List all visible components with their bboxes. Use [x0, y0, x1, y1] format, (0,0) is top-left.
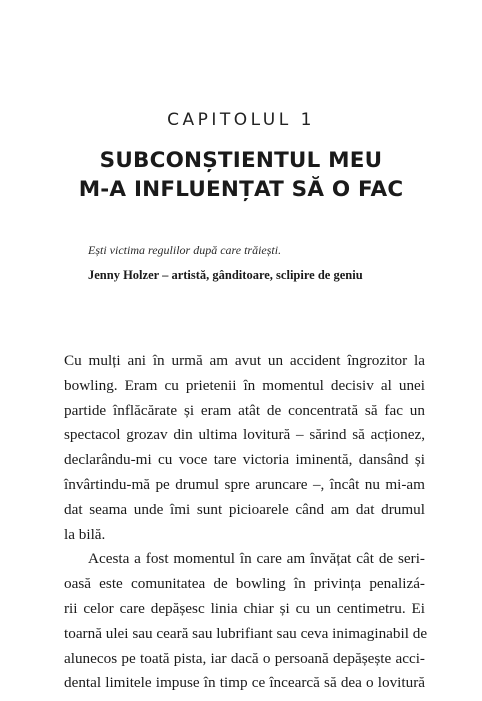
body-line: învârtindu-mă pe drumul spre aruncare –, încât nu mi-am: [64, 475, 425, 493]
body-line: la bilă.: [64, 525, 106, 543]
body-line: Cu mulți ani în urmă am avut un accident îngrozitor la: [64, 352, 425, 369]
paragraph-1: [64, 349, 425, 547]
body-line: toarnă ulei sau ceară sau lubrifiant sau ceva inimaginabil de: [64, 624, 428, 642]
body-line: spectacol grozav din ultima lovitură – sărind să acționez,: [64, 426, 425, 444]
body-line: declarându-mi cu voce tare victoria iminentă, dansând și: [64, 451, 425, 469]
body-line: oasă este comunitatea de bowling în privința penalizá-: [64, 575, 425, 593]
chapter-title-line-2: M-A INFLUENȚAT SĂ O FAC: [78, 177, 404, 202]
body-line: dental limitele impuse în timp ce încearcă să dea o lovitură: [64, 674, 425, 692]
body-line: Acesta a fost momentul în care am învățat cât de seri-: [88, 550, 425, 568]
body-line: dat seama unde îmi sunt picioarele când am dat drumul: [64, 500, 425, 518]
body-line: bowling. Eram cu prietenii în momentul decisiv al unei: [64, 376, 425, 394]
paragraph-2: [64, 547, 428, 696]
epigraph-quote: Ești victima regulilor după care trăiești.: [88, 243, 282, 257]
body-line: alunecos pe toată pista, iar dacă o persoană depășește acci-: [64, 649, 425, 667]
body-text: [64, 349, 428, 696]
body-line: partide înflăcărate și eram atât de concentrată să fac un: [64, 401, 425, 419]
chapter-label: CAPITOLUL 1: [167, 110, 315, 130]
epigraph-attribution: Jenny Holzer – artistă, gânditoare, sclipire de geniu: [88, 268, 363, 282]
body-line: rii celor care depășesc linia chiar și cu un centimetru. Ei: [64, 599, 425, 617]
chapter-title-line-1: SUBCONȘTIENTUL MEU: [99, 148, 383, 173]
chapter-title: [0, 146, 482, 204]
